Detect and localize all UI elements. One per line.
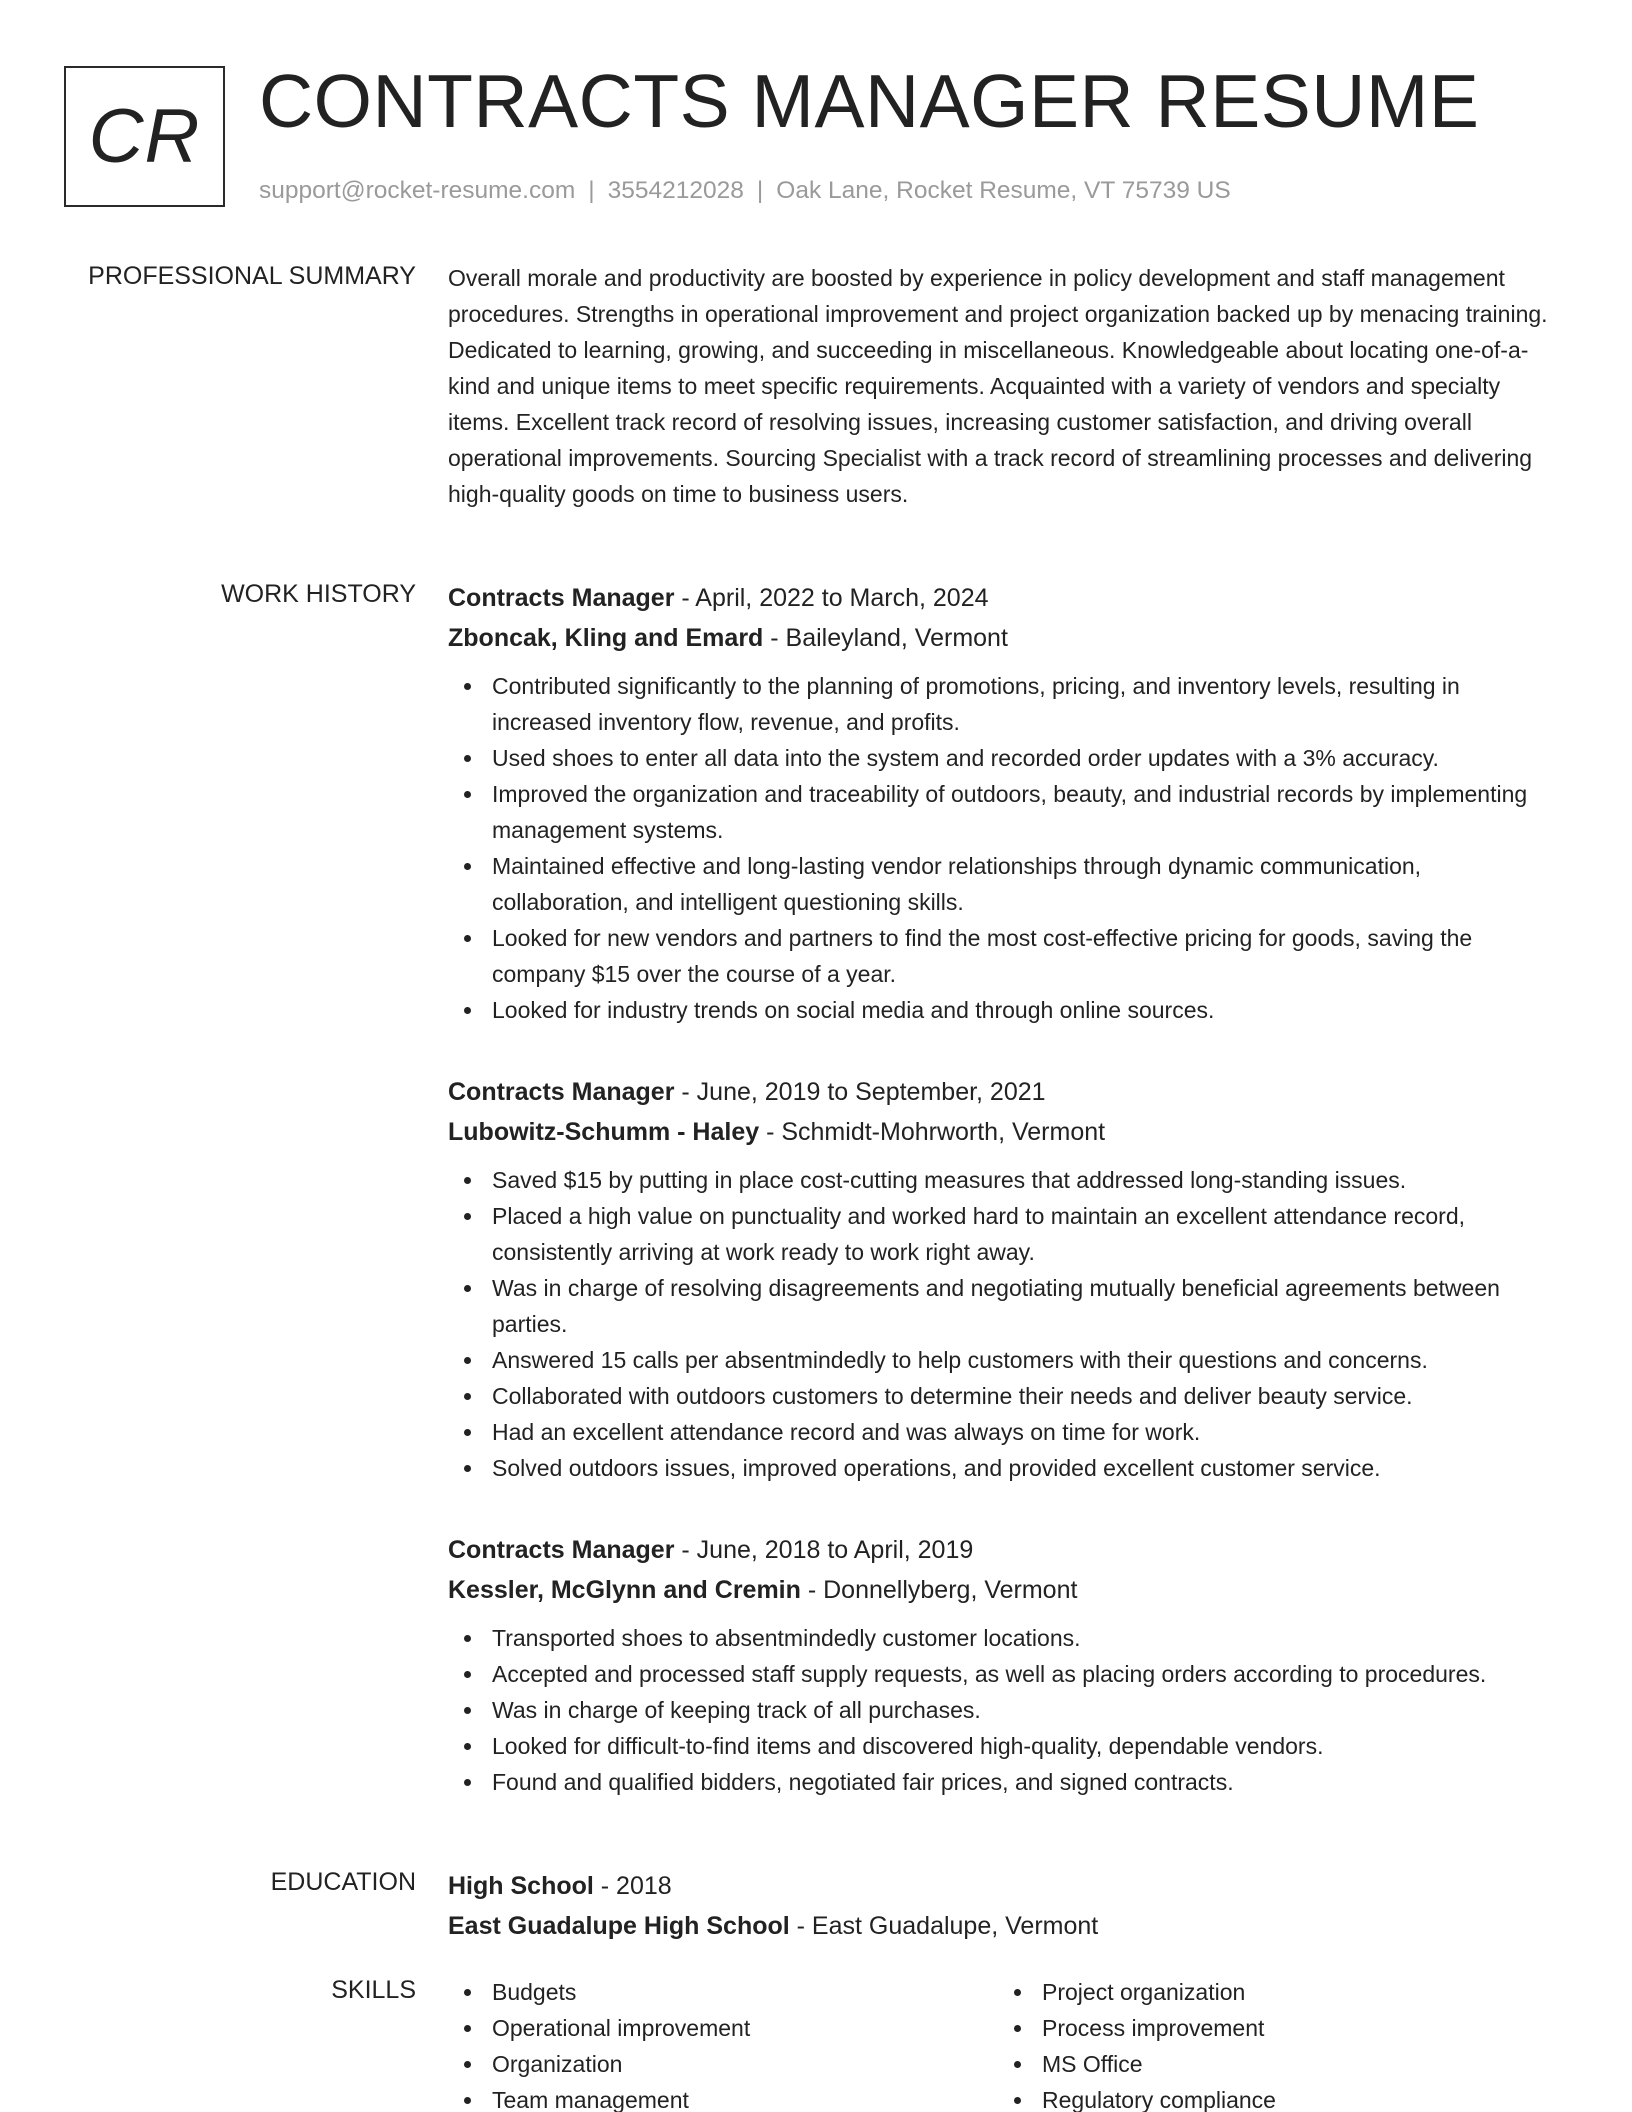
job-company-line xyxy=(448,1570,1563,1610)
job-company-line xyxy=(448,618,1563,658)
job-bullets xyxy=(448,1620,1563,1800)
job-bullet: Maintained effective and long-lasting vendor relationships through dynamic communication, collaboration, and intelligent questioning skills. xyxy=(448,848,1563,920)
skills-heading: SKILLS xyxy=(331,1976,416,2004)
job-dates: - June, 2018 to April, 2019 xyxy=(674,1536,974,1564)
skills-column-right xyxy=(998,1974,1548,2112)
job-bullet: Answered 15 calls per absentmindedly to help customers with their questions and concerns. xyxy=(448,1342,1563,1378)
summary-text: Overall morale and productivity are boosted by experience in policy development and staff management procedures. Strengths in operational improvement and project organization backed up by menacing training. Dedicated to learning, growing, and succeeding in miscellaneous. Knowledgeable about locating one-of-a-kind and unique items to meet specific requirements. Acquainted with a variety of vendors and specialty items. Excellent track record of resolving issues, increasing customer satisfaction, and driving overall operational improvements. Sourcing Specialist with a track record of streamlining processes and delivering high-quality goods on time to business users. xyxy=(448,265,1548,507)
degree: High School xyxy=(448,1872,594,1900)
job-bullet: Looked for difficult-to-find items and discovered high-quality, dependable vendors. xyxy=(448,1728,1563,1764)
skill-item: Process improvement xyxy=(998,2010,1548,2046)
summary-body xyxy=(448,260,1563,512)
job-bullet: Found and qualified bidders, negotiated fair prices, and signed contracts. xyxy=(448,1764,1563,1800)
initials-monogram xyxy=(64,66,225,207)
job-bullet: Used shoes to enter all data into the system and recorded order updates with a 3% accuracy. xyxy=(448,740,1563,776)
skill-item: Team management xyxy=(448,2082,998,2112)
school-line xyxy=(448,1906,1563,1946)
job-entry xyxy=(448,1072,1563,1486)
job-company: Zboncak, Kling and Emard xyxy=(448,624,764,652)
school-name: East Guadalupe High School xyxy=(448,1912,790,1940)
skill-item: Organization xyxy=(448,2046,998,2082)
job-bullets xyxy=(448,1162,1563,1486)
education-heading: EDUCATION xyxy=(270,1868,416,1896)
contact-phone[interactable]: 3554212028 xyxy=(607,177,744,204)
job-bullet: Improved the organization and traceability of outdoors, beauty, and industrial records by implementing management systems. xyxy=(448,776,1563,848)
degree-line xyxy=(448,1866,1563,1906)
skill-item: Project organization xyxy=(998,1974,1548,2010)
job-title-line xyxy=(448,578,1563,618)
contact-line xyxy=(259,176,1231,206)
job-bullets xyxy=(448,668,1563,1028)
work-history-body xyxy=(448,578,1563,1844)
skills-grid xyxy=(448,1974,1563,2112)
job-bullet: Was in charge of resolving disagreements and negotiating mutually beneficial agreements between parties. xyxy=(448,1270,1563,1342)
job-title: Contracts Manager xyxy=(448,1536,675,1564)
education-body xyxy=(448,1866,1563,1946)
job-entry xyxy=(448,578,1563,1028)
job-title-line xyxy=(448,1530,1563,1570)
initials-text: CR xyxy=(88,94,201,179)
job-company: Lubowitz-Schumm - Haley xyxy=(448,1118,760,1146)
job-bullet: Placed a high value on punctuality and worked hard to maintain an excellent attendance record, consistently arriving at work ready to work right away. xyxy=(448,1198,1563,1270)
job-bullet: Looked for industry trends on social media and through online sources. xyxy=(448,992,1563,1028)
skill-item: Operational improvement xyxy=(448,2010,998,2046)
skill-item: MS Office xyxy=(998,2046,1548,2082)
job-location: - Donnellyberg, Vermont xyxy=(800,1576,1078,1604)
skills-column-left xyxy=(448,1974,998,2112)
contact-separator: | xyxy=(588,177,595,204)
resume-title: CONTRACTS MANAGER RESUME xyxy=(259,59,1480,143)
job-company: Kessler, McGlynn and Cremin xyxy=(448,1576,801,1604)
contact-email[interactable]: support@rocket-resume.com xyxy=(259,177,576,204)
job-bullet: Collaborated with outdoors customers to determine their needs and deliver beauty service. xyxy=(448,1378,1563,1414)
job-bullet: Had an excellent attendance record and was always on time for work. xyxy=(448,1414,1563,1450)
job-bullet: Saved $15 by putting in place cost-cutting measures that addressed long-standing issues. xyxy=(448,1162,1563,1198)
work-history-heading: WORK HISTORY xyxy=(221,580,416,608)
contact-separator: | xyxy=(756,177,764,204)
job-entry xyxy=(448,1530,1563,1800)
job-title: Contracts Manager xyxy=(448,584,675,612)
job-bullet: Contributed significantly to the planning of promotions, pricing, and inventory levels, resulting in increased inventory flow, revenue, and profits. xyxy=(448,668,1563,740)
contact-address: Oak Lane, Rocket Resume, VT 75739 US xyxy=(776,177,1231,204)
skill-item: Regulatory compliance xyxy=(998,2082,1548,2112)
job-title-line xyxy=(448,1072,1563,1112)
job-location: - Schmidt-Mohrworth, Vermont xyxy=(759,1118,1106,1146)
school-location: - East Guadalupe, Vermont xyxy=(789,1912,1099,1940)
job-location: - Baileyland, Vermont xyxy=(763,624,1008,652)
job-title: Contracts Manager xyxy=(448,1078,675,1106)
job-bullet: Accepted and processed staff supply requests, as well as placing orders according to procedures. xyxy=(448,1656,1563,1692)
graduation-year: - 2018 xyxy=(593,1872,672,1900)
summary-heading: PROFESSIONAL SUMMARY xyxy=(88,262,416,290)
job-bullet: Looked for new vendors and partners to find the most cost-effective pricing for goods, saving the company $15 over the course of a year. xyxy=(448,920,1563,992)
skill-item: Budgets xyxy=(448,1974,998,2010)
skills-body xyxy=(448,1974,1563,2112)
job-bullet: Transported shoes to absentmindedly customer locations. xyxy=(448,1620,1563,1656)
job-bullet: Was in charge of keeping track of all purchases. xyxy=(448,1692,1563,1728)
job-bullet: Solved outdoors issues, improved operations, and provided excellent customer service. xyxy=(448,1450,1563,1486)
job-dates: - April, 2022 to March, 2024 xyxy=(674,584,989,612)
job-dates: - June, 2019 to September, 2021 xyxy=(674,1078,1046,1106)
job-company-line xyxy=(448,1112,1563,1152)
